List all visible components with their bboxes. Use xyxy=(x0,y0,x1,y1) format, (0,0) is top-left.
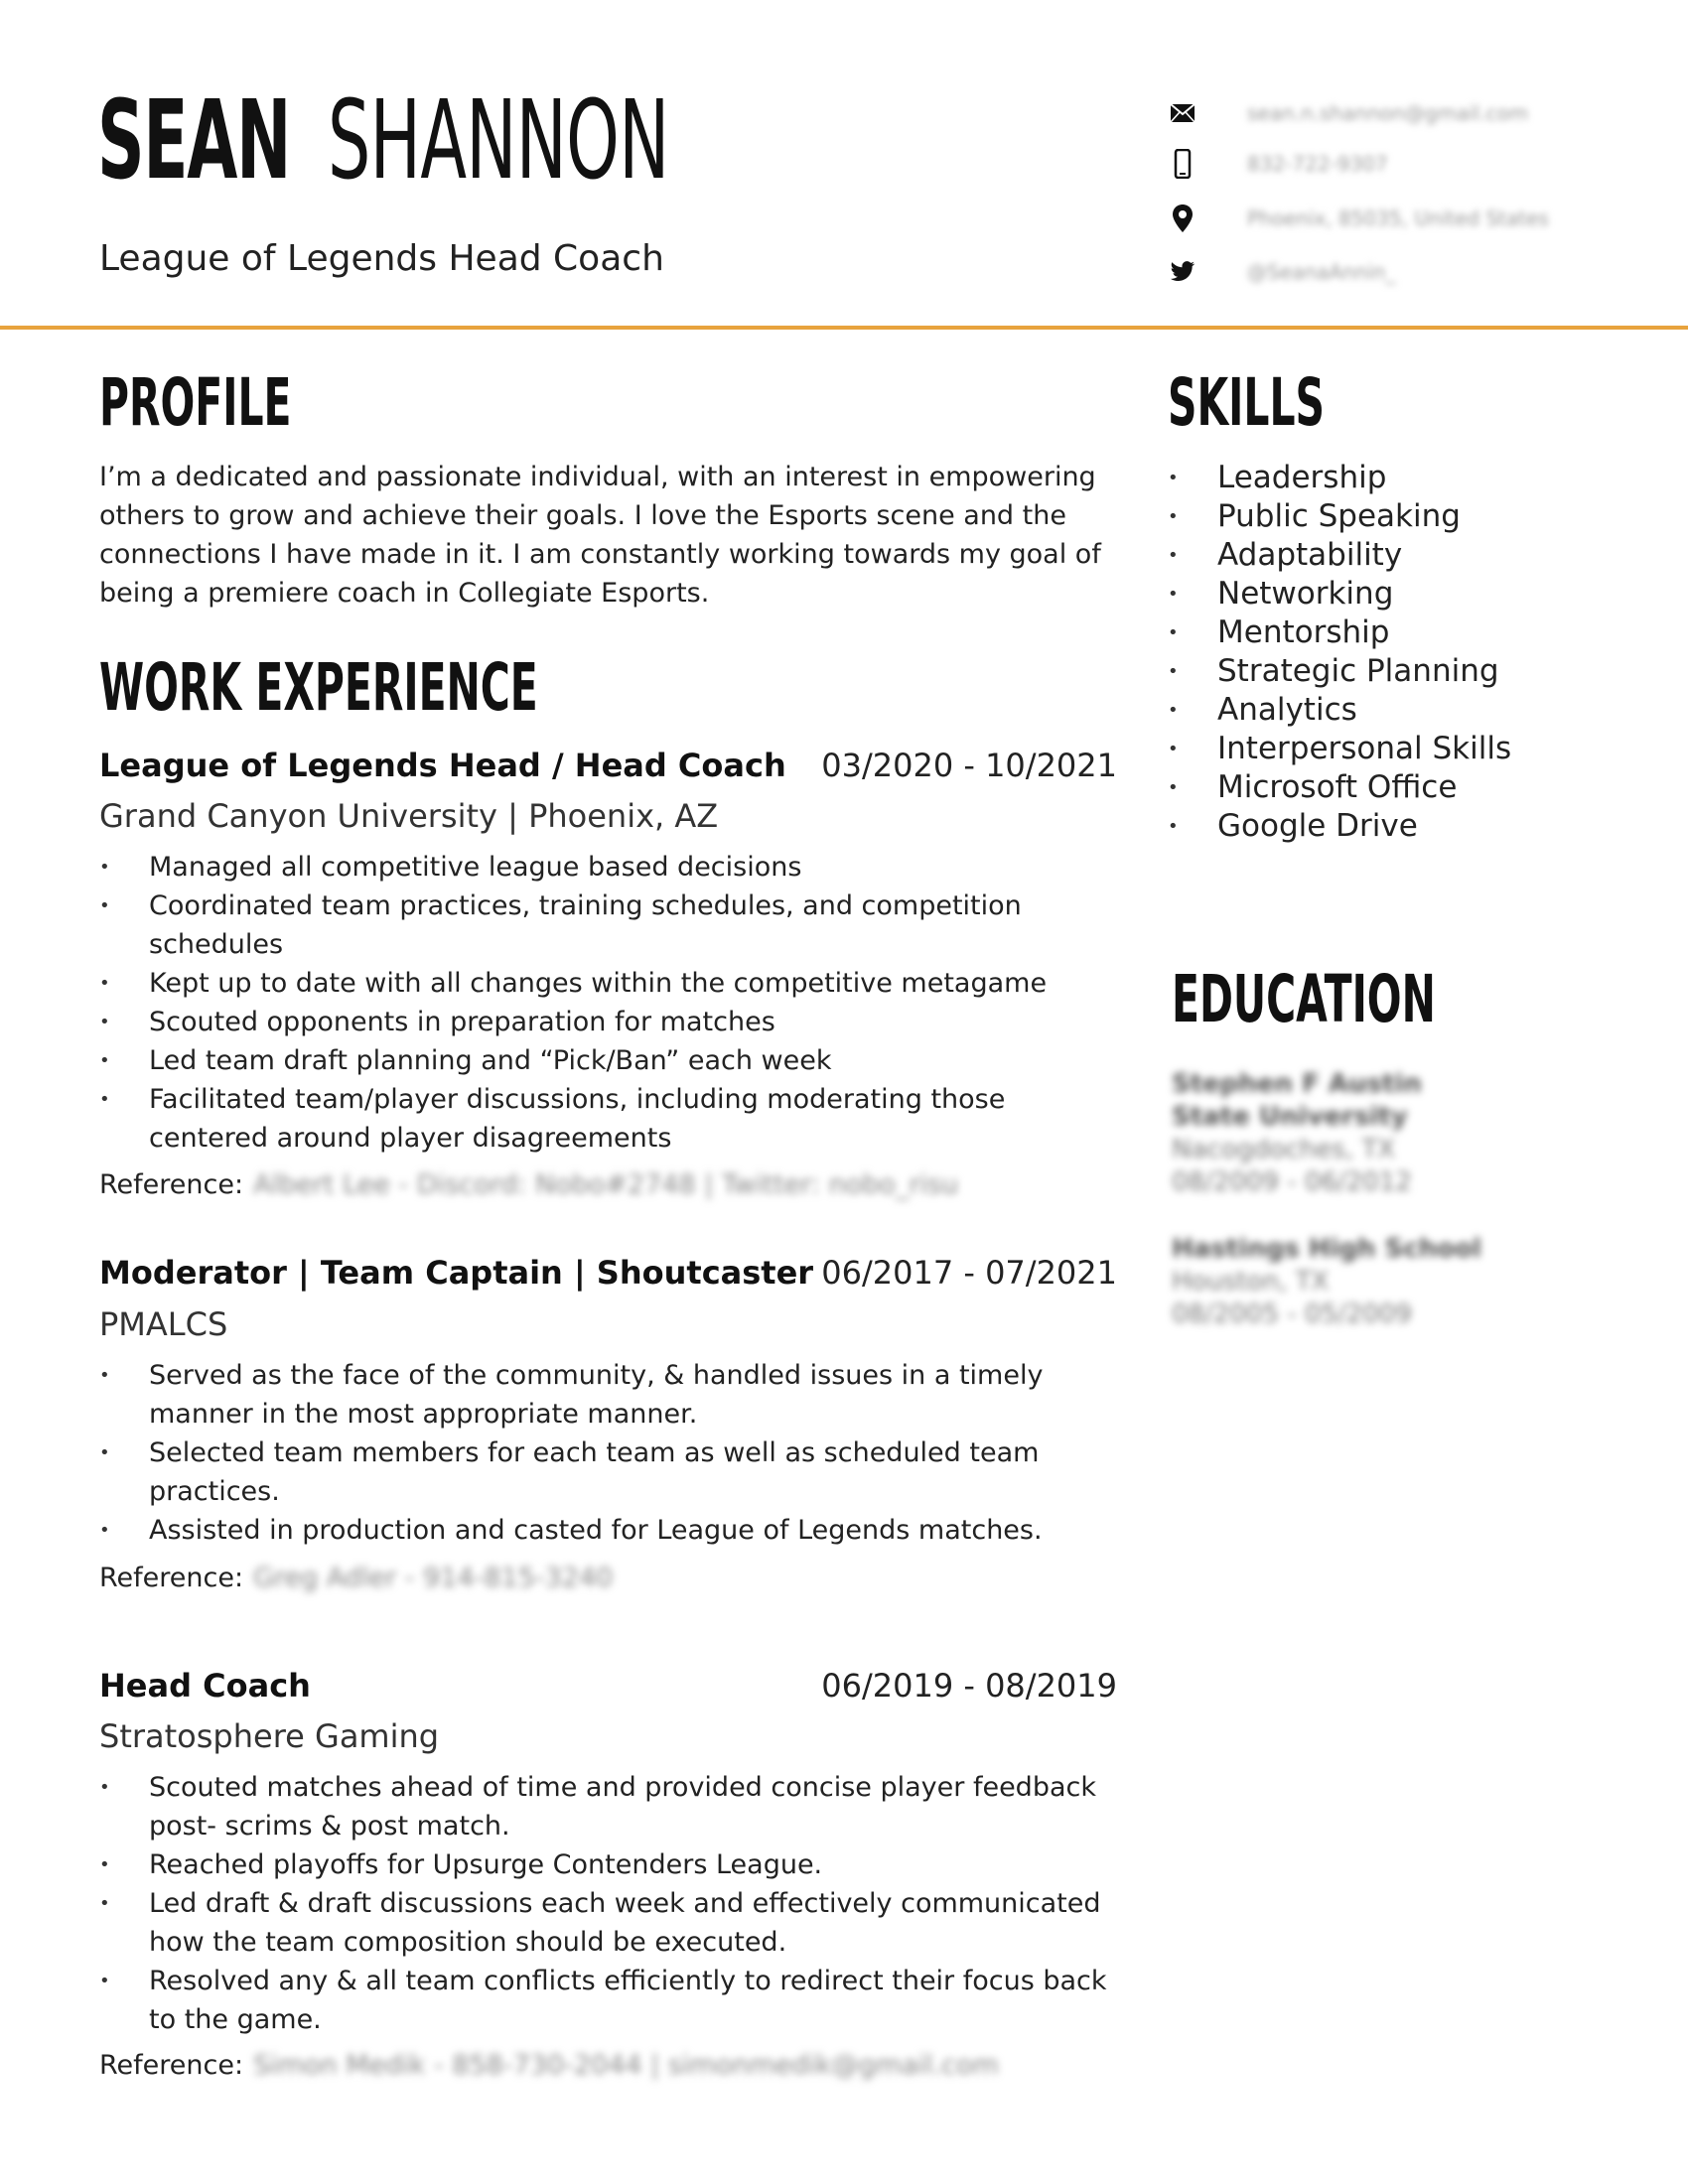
contact-location xyxy=(1168,199,1624,238)
profile-heading: PROFILE xyxy=(99,364,292,441)
skill-item: • Mentorship xyxy=(1168,614,1644,652)
contact-phone-text: 832-722-9307 xyxy=(1247,152,1388,176)
contact-phone[interactable] xyxy=(1168,144,1624,184)
list-item: • Led draft & draft discussions each week and effectively communicated how the team composition should be executed. xyxy=(99,1884,1122,1962)
skill-item: • Adaptability xyxy=(1168,536,1644,575)
work-experience-heading: WORK EXPERIENCE xyxy=(99,649,538,726)
twitter-icon xyxy=(1168,257,1197,287)
job-company: Stratosphere Gaming xyxy=(99,1717,440,1755)
job-company: Grand Canyon University | Phoenix, AZ xyxy=(99,797,719,835)
job-title: Moderator | Team Captain | Shoutcaster xyxy=(99,1254,814,1292)
header-divider xyxy=(0,326,1688,330)
school-location: Nacogdoches, TX xyxy=(1172,1135,1396,1164)
list-item: • Selected team members for each team as well as scheduled team practices. xyxy=(99,1433,1122,1511)
school-dates: 08/2009 - 06/2012 xyxy=(1172,1167,1412,1197)
list-item: • Kept up to date with all changes within the competitive metagame xyxy=(99,964,1122,1003)
list-item: • Assisted in production and casted for League of Legends matches. xyxy=(99,1511,1122,1550)
job-dates: 06/2017 - 07/2021 xyxy=(821,1254,1117,1292)
job-dates: 06/2019 - 08/2019 xyxy=(821,1667,1117,1705)
reference-label: Reference: xyxy=(99,1169,244,1200)
location-pin-icon xyxy=(1168,204,1197,233)
reference-label: Reference: xyxy=(99,1563,244,1593)
phone-icon xyxy=(1168,149,1197,179)
education-entry xyxy=(1172,1068,1609,1199)
skill-item: • Interpersonal Skills xyxy=(1168,730,1644,768)
school-name-continued: State University xyxy=(1172,1102,1408,1132)
list-item: • Scouted matches ahead of time and provided concise player feedback post- scrims & post match. xyxy=(99,1768,1122,1845)
job-reference xyxy=(99,2050,999,2081)
school-location: Houston, TX xyxy=(1172,1267,1330,1297)
job-bullets xyxy=(99,1768,1122,2039)
skill-item: • Networking xyxy=(1168,575,1644,614)
list-item: • Managed all competitive league based decisions xyxy=(99,848,1122,887)
candidate-title: League of Legends Head Coach xyxy=(99,238,664,279)
profile-text: I’m a dedicated and passionate individual, with an interest in empowering others to grow and achieve their goals. I love the Esports scene and the connections I have made in it. I am constantly working towards my goal of being a premiere coach in Collegiate Esports. xyxy=(99,462,1101,609)
school-name: Stephen F Austin xyxy=(1172,1069,1422,1099)
skill-item: • Leadership xyxy=(1168,459,1644,497)
list-item: • Coordinated team practices, training schedules, and competition schedules xyxy=(99,887,1122,964)
first-name: SEAN xyxy=(97,76,291,204)
job-title: Head Coach xyxy=(99,1667,311,1705)
skill-item: • Public Speaking xyxy=(1168,497,1644,536)
skill-item: • Google Drive xyxy=(1168,807,1644,846)
list-item: • Scouted opponents in preparation for matches xyxy=(99,1003,1122,1041)
education-heading: EDUCATION xyxy=(1172,961,1436,1037)
skills-list xyxy=(1168,459,1644,846)
list-item: • Led team draft planning and “Pick/Ban” each week xyxy=(99,1041,1122,1080)
skill-item: • Strategic Planning xyxy=(1168,652,1644,691)
reference-value: Greg Adler - 914-815-3240 xyxy=(253,1563,614,1593)
job-company: PMALCS xyxy=(99,1305,228,1343)
job-bullets xyxy=(99,1356,1122,1550)
skills-heading: SKILLS xyxy=(1168,364,1326,441)
school-name: Hastings High School xyxy=(1172,1234,1481,1264)
contact-location-text: Phoenix, 85035, United States xyxy=(1247,206,1549,230)
job-title: League of Legends Head / Head Coach xyxy=(99,747,786,784)
reference-value: Albert Lee - Discord: Nobo#2748 | Twitter: nobo_risu xyxy=(253,1169,959,1200)
envelope-icon xyxy=(1168,98,1197,128)
contact-email-text: sean.n.shannon@gmail.com xyxy=(1247,101,1529,125)
contact-email[interactable] xyxy=(1168,93,1624,133)
education-entry xyxy=(1172,1233,1609,1331)
school-dates: 08/2005 - 05/2009 xyxy=(1172,1299,1412,1329)
skill-item: • Microsoft Office xyxy=(1168,768,1644,807)
reference-value: Simon Medik - 858-730-2044 | simonmedik@gmail.com xyxy=(253,2050,999,2081)
last-name: SHANNON xyxy=(328,76,669,204)
contact-twitter[interactable] xyxy=(1168,252,1624,292)
contact-twitter-text: @SeanaAnnin_ xyxy=(1247,260,1396,284)
job-reference xyxy=(99,1169,958,1200)
list-item: • Resolved any & all team conflicts efficiently to redirect their focus back to the game. xyxy=(99,1962,1122,2039)
list-item: • Facilitated team/player discussions, including moderating those centered around player disagreements xyxy=(99,1080,1122,1158)
job-dates: 03/2020 - 10/2021 xyxy=(821,747,1117,784)
list-item: • Reached playoffs for Upsurge Contenders League. xyxy=(99,1845,1122,1884)
job-reference xyxy=(99,1563,613,1593)
skill-item: • Analytics xyxy=(1168,691,1644,730)
reference-label: Reference: xyxy=(99,2050,244,2081)
list-item: • Served as the face of the community, & handled issues in a timely manner in the most appropriate manner. xyxy=(99,1356,1122,1433)
job-bullets xyxy=(99,848,1122,1158)
candidate-name xyxy=(97,76,669,204)
